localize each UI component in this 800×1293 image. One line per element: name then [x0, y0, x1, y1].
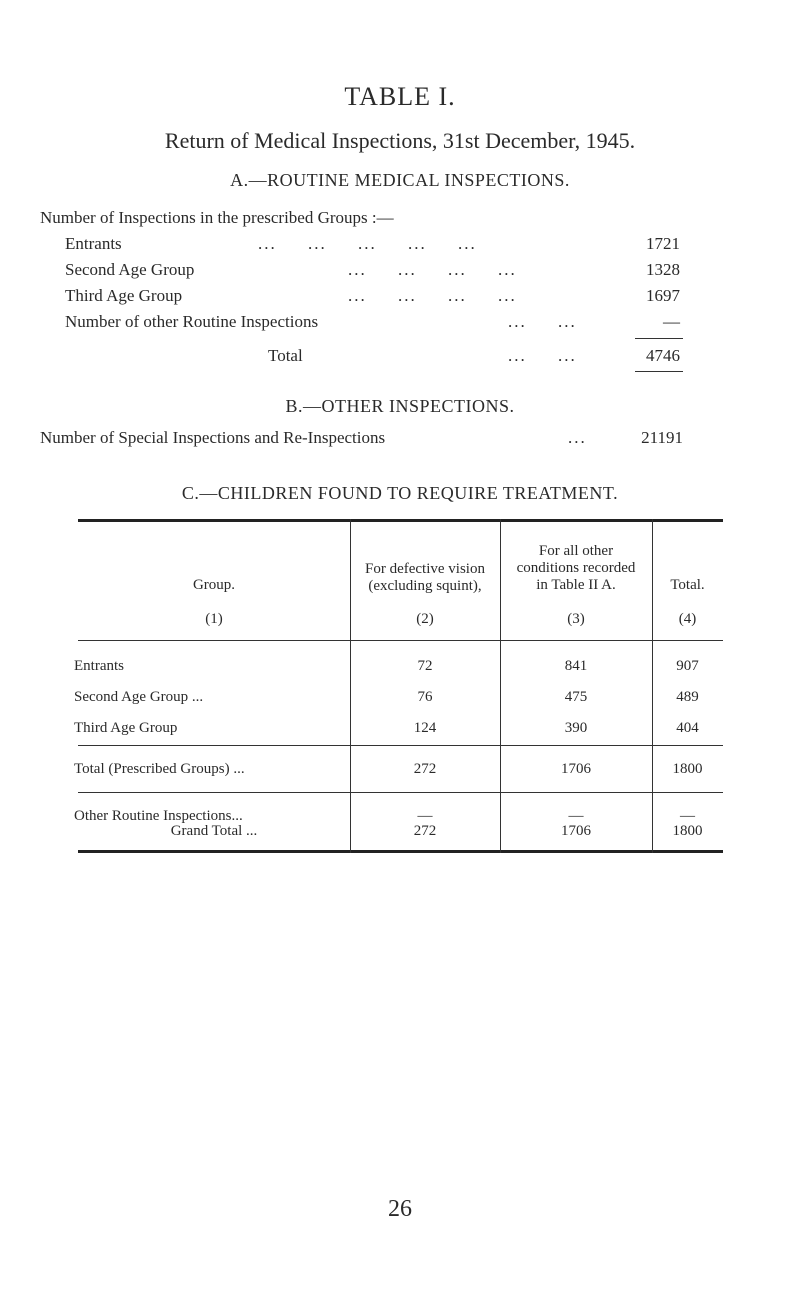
cell-other-conditions: 1706: [561, 761, 591, 777]
section-a-row-label: Third Age Group: [65, 286, 183, 305]
leader-dots: ...: [568, 428, 587, 447]
section-a-total-label: Total: [268, 346, 303, 365]
table-bottom-rule: [78, 850, 723, 853]
cell-total: —: [680, 808, 695, 824]
section-b-value: 21191: [641, 428, 683, 447]
other-rule: [78, 792, 723, 793]
cell-other-conditions: 475: [564, 689, 588, 705]
column-divider: [350, 519, 351, 853]
leader-dots: ... ... ... ... ...: [258, 234, 477, 253]
col-number-2: (2): [416, 611, 434, 627]
section-a-row-value: 1721: [646, 234, 680, 253]
total-rule: [635, 371, 683, 372]
cell-defective-vision: 272: [413, 823, 437, 839]
leader-dots: ... ... ... ...: [348, 286, 517, 305]
report-subtitle: Return of Medical Inspections, 31st December, 1945.: [164, 128, 636, 153]
col-header-group: Group.: [192, 577, 236, 593]
subtotal-rule: [635, 338, 683, 339]
cell-defective-vision: 124: [413, 720, 437, 736]
header-rule: [78, 640, 723, 641]
leader-dots: ... ... ... ...: [348, 260, 517, 279]
cell-defective-vision: 272: [413, 761, 437, 777]
col-header-other-conditions: For all other conditions recorded in Table II A.: [516, 543, 636, 593]
cell-total: 404: [676, 720, 699, 736]
column-divider: [652, 519, 653, 853]
row-group-label: Third Age Group: [74, 720, 178, 736]
cell-total: 1800: [672, 823, 703, 839]
row-group-label: Total (Prescribed Groups) ...: [74, 761, 245, 777]
row-group-label: Grand Total ...: [170, 823, 258, 839]
col-header-total: Total.: [670, 577, 705, 593]
section-b-heading: B.—OTHER INSPECTIONS.: [285, 396, 515, 416]
cell-defective-vision: 72: [417, 658, 433, 674]
cell-total: 907: [676, 658, 699, 674]
col-number-3: (3): [567, 611, 585, 627]
table-top-rule: [78, 519, 723, 522]
section-a-row-value: 1697: [646, 286, 680, 305]
table-title: TABLE I.: [344, 82, 456, 111]
col-number-4: (4): [678, 611, 697, 627]
leader-dots: ... ...: [508, 312, 577, 331]
section-a-total-value: 4746: [646, 346, 680, 365]
section-a-row-label: Second Age Group: [65, 260, 195, 279]
section-a-row-label: Number of other Routine Inspections: [65, 312, 319, 331]
cell-other-conditions: 1706: [561, 823, 591, 839]
section-a-row-value: 1328: [646, 260, 680, 279]
row-group-label: Other Routine Inspections...: [74, 808, 243, 824]
subtotal-rule: [78, 745, 723, 746]
section-a-intro: Number of Inspections in the prescribed Groups :—: [40, 208, 394, 227]
col-header-defective-vision: For defective vision (excluding squint),: [365, 561, 485, 594]
column-divider: [500, 519, 501, 853]
section-a-row-value: —: [663, 312, 680, 331]
row-group-label: Entrants: [74, 658, 124, 674]
cell-other-conditions: 841: [564, 658, 588, 674]
section-a-heading: A.—ROUTINE MEDICAL INSPECTIONS.: [230, 170, 570, 190]
page-number: 26: [388, 1196, 412, 1222]
cell-other-conditions: —: [568, 808, 584, 824]
section-b-label: Number of Special Inspections and Re-Inspections: [40, 428, 386, 447]
treatment-table: [74, 519, 723, 855]
section-c-heading: C.—CHILDREN FOUND TO REQUIRE TREATMENT.: [181, 483, 619, 503]
cell-defective-vision: —: [417, 808, 433, 824]
leader-dots: ... ...: [508, 346, 577, 365]
cell-defective-vision: 76: [417, 689, 433, 705]
col-number-1: (1): [205, 611, 223, 627]
row-group-label: Second Age Group ...: [74, 689, 204, 705]
cell-total: 1800: [672, 761, 703, 777]
cell-total: 489: [676, 689, 699, 705]
cell-other-conditions: 390: [564, 720, 588, 736]
section-a-row-label: Entrants: [65, 234, 122, 253]
